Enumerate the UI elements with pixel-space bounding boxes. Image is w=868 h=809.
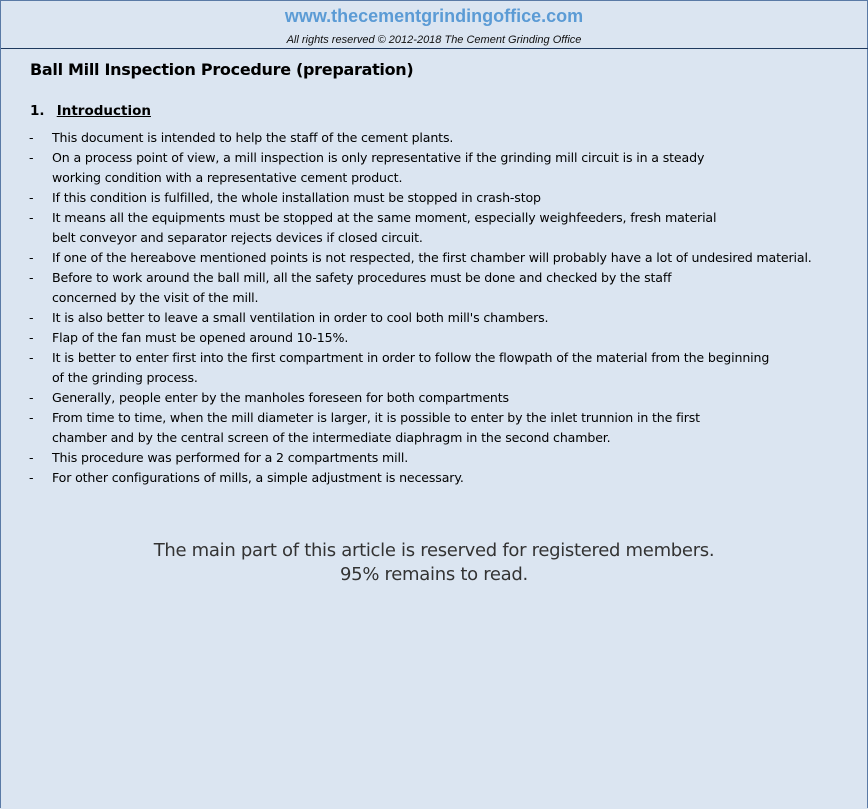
- bullet-dash: -: [29, 410, 34, 425]
- document-title: Ball Mill Inspection Procedure (preparation): [30, 60, 414, 79]
- bullet-dash: -: [29, 150, 34, 165]
- site-url-link[interactable]: www.thecementgrindingoffice.com: [284, 6, 584, 26]
- bullet-text: This procedure was performed for a 2 compartments mill.: [52, 450, 409, 465]
- bullet-dash: -: [29, 470, 34, 485]
- bullet-text: Before to work around the ball mill, all the safety procedures must be done and checked by the staff concerned by the visit of the mill.: [52, 270, 672, 305]
- list-item: [0, 268, 868, 308]
- bullet-dash: -: [29, 330, 34, 345]
- bullet-dash: -: [29, 190, 34, 205]
- list-item: [0, 248, 868, 268]
- list-item: [0, 328, 868, 348]
- bullet-dash: -: [29, 270, 34, 285]
- list-item: [0, 348, 868, 388]
- list-item: [0, 308, 868, 328]
- bullet-dash: -: [29, 130, 34, 145]
- bullet-text: If this condition is fulfilled, the whole installation must be stopped in crash-stop: [52, 190, 541, 205]
- bullet-text: For other configurations of mills, a simple adjustment is necessary.: [52, 470, 464, 485]
- bullet-dash: -: [29, 250, 34, 265]
- bullet-text: Generally, people enter by the manholes foreseen for both compartments: [52, 390, 509, 405]
- bullet-dash: -: [29, 210, 34, 225]
- list-item: [0, 468, 868, 488]
- bullet-text: This document is intended to help the staff of the cement plants.: [52, 130, 454, 145]
- bullet-dash: -: [29, 450, 34, 465]
- list-item: [0, 188, 868, 208]
- remaining-to-read-line: 95% remains to read.: [340, 564, 528, 585]
- bullet-dash: -: [29, 350, 34, 365]
- section-heading: [30, 103, 151, 119]
- list-item: [0, 128, 868, 148]
- page-header: [0, 0, 868, 49]
- list-item: [0, 148, 868, 188]
- list-item: [0, 388, 868, 408]
- bullet-text: On a process point of view, a mill inspection is only representative if the grinding mill circuit is in a steady working condition with a representative cement product.: [52, 150, 705, 185]
- bullet-text: It is also better to leave a small ventilation in order to cool both mill's chambers.: [52, 310, 549, 325]
- bullet-dash: -: [29, 310, 34, 325]
- list-item: [0, 208, 868, 248]
- bullet-text: Flap of the fan must be opened around 10-15%.: [52, 330, 349, 345]
- members-only-notice: [0, 539, 868, 587]
- section-label: Introduction: [56, 103, 151, 119]
- bullet-text: If one of the hereabove mentioned points is not respected, the first chamber will probably have a lot of undesired material.: [52, 250, 812, 265]
- bullet-dash: -: [29, 390, 34, 405]
- bullet-text: From time to time, when the mill diameter is larger, it is possible to enter by the inlet trunnion in the first chamber and by the central screen of the intermediate diaphragm in the second chamber.: [52, 410, 700, 445]
- bullet-text: It means all the equipments must be stopped at the same moment, especially weighfeeders, fresh material belt conveyor and separator rejects devices if closed circuit.: [52, 210, 717, 245]
- list-item: [0, 408, 868, 448]
- section-number: 1.: [30, 103, 45, 119]
- bullet-list: [0, 128, 868, 488]
- members-only-line: The main part of this article is reserved for registered members.: [153, 540, 715, 561]
- copyright-notice: All rights reserved © 2012-2018 The Cement Grinding Office: [286, 34, 582, 46]
- list-item: [0, 448, 868, 468]
- bullet-text: It is better to enter first into the first compartment in order to follow the flowpath of the material from the beginning of the grinding process.: [52, 350, 770, 385]
